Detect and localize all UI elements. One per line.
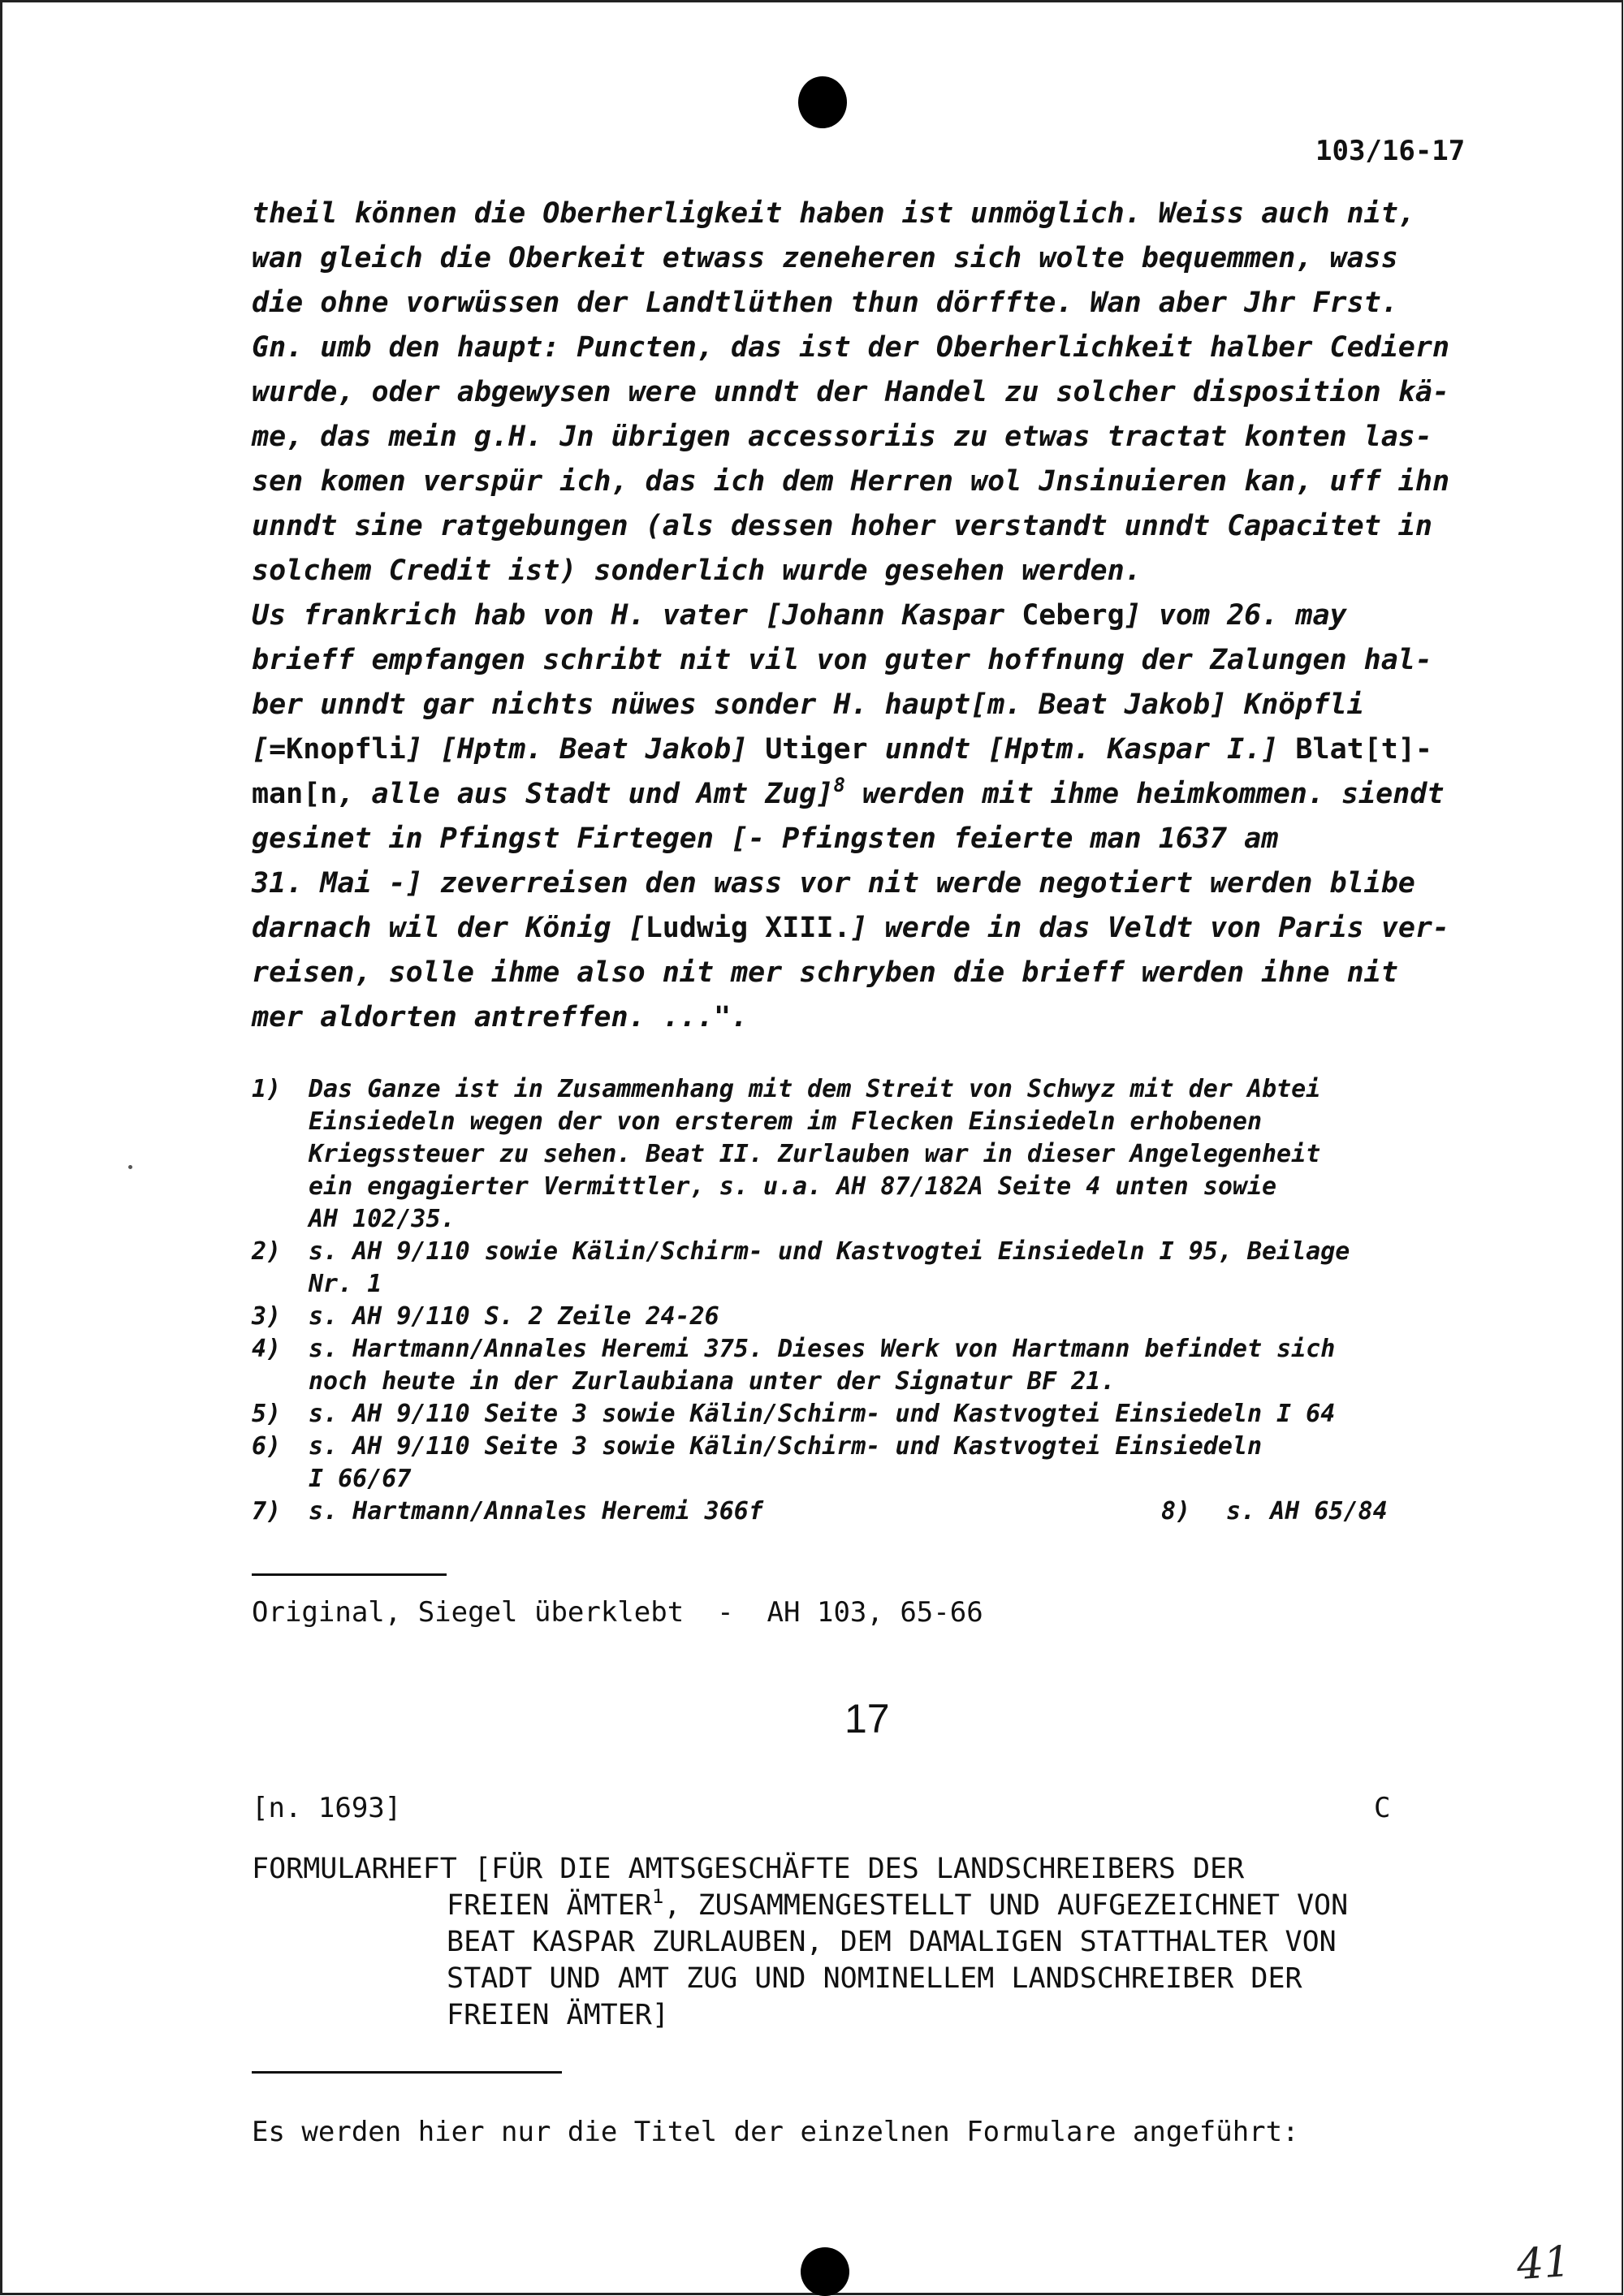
source-note: Original, Siegel überklebt - AH 103, 65-66 xyxy=(252,1596,983,1629)
text-span: ] [Hptm. Beat Jakob] xyxy=(405,733,766,766)
name-blattmann-part2: man[n xyxy=(252,778,338,810)
name-ceberg: Ceberg xyxy=(1021,599,1125,632)
footnote-line: s. AH 9/110 Seite 3 sowie Kälin/Schirm- und Kastvogtei Einsiedeln I 64 xyxy=(309,1400,1336,1428)
footnote-2 xyxy=(252,1236,1518,1301)
text-line: reisen, solle ihme also nit mer schryben die brieff werden ihne nit xyxy=(252,956,1398,989)
punch-hole-top xyxy=(798,76,847,128)
footnote-line: Nr. 1 xyxy=(309,1270,382,1298)
page-reference: 103/16-17 xyxy=(1315,135,1466,167)
text-span: Us frankrich hab von H. vater [Johann Kaspar xyxy=(252,599,1022,632)
separator-rule xyxy=(252,1573,447,1576)
footnote-3 xyxy=(252,1301,1518,1333)
footnote-line: s. Hartmann/Annales Heremi 375. Dieses Werk von Hartmann befindet sich xyxy=(309,1335,1336,1363)
title-line: FREIEN ÄMTER] xyxy=(447,1999,669,2031)
handwritten-page-number: 41 xyxy=(1514,2237,1573,2290)
text-line: sen komen verspür ich, das ich dem Herren wol Jnsinuieren kan, uff ihn xyxy=(252,465,1450,498)
text-line: wan gleich die Oberkeit etwass zeneheren sich wolte bequemmen, wass xyxy=(252,242,1398,274)
title-line: FORMULARHEFT [FÜR DIE AMTSGESCHÄFTE DES LANDSCHREIBERS DER xyxy=(252,1853,1245,1885)
title-span: , ZUSAMMENGESTELLT UND AUFGEZEICHNET VON xyxy=(663,1889,1349,1922)
text-line: solchem Credit ist) sonderlich wurde gesehen werden. xyxy=(252,555,1142,587)
text-span: , alle aus Stadt und Amt Zug] xyxy=(337,778,834,810)
title-line: STADT UND AMT ZUG UND NOMINELLEM LANDSCHREIBER DER xyxy=(447,1962,1302,1995)
text-line xyxy=(252,772,1502,817)
footnotes xyxy=(252,1073,1518,1528)
title-line xyxy=(252,1885,1349,1924)
text-span: darnach wil der König [ xyxy=(252,912,646,944)
footnote-number: 4) xyxy=(252,1335,282,1363)
text-line: me, das mein g.H. Jn übrigen accessoriis zu etwas tractat konten las- xyxy=(252,421,1432,453)
footnote-line: s. AH 9/110 Seite 3 sowie Kälin/Schirm- und Kastvogtei Einsiedeln xyxy=(309,1432,1262,1461)
text-line xyxy=(252,727,1502,772)
footnote-4 xyxy=(252,1333,1518,1398)
text-line: brieff empfangen schribt nit vil von guter hoffnung der Zalungen hal- xyxy=(252,644,1432,676)
name-blattmann-part1: Blat[t]- xyxy=(1295,733,1432,766)
footnote-ref-8: 8 xyxy=(833,774,845,796)
separator-rule xyxy=(252,2071,562,2074)
title-span: FREIEN ÄMTER xyxy=(447,1889,652,1922)
text-line: 31. Mai -] zeverreisen den wass vor nit werde negotiert werden blibe xyxy=(252,867,1415,900)
classification-letter: C xyxy=(1374,1792,1391,1824)
intro-line: Es werden hier nur die Titel der einzelnen Formulare angeführt: xyxy=(252,2116,1299,2148)
name-ludwig: Ludwig XIII. xyxy=(645,912,851,944)
footnote-line: Das Ganze ist in Zusammenhang mit dem Streit von Schwyz mit der Abtei xyxy=(309,1075,1321,1103)
letter-text xyxy=(252,192,1502,1040)
footnote-number: 2) xyxy=(252,1237,282,1266)
text-span: werden mit ihme heimkommen. siendt xyxy=(844,778,1445,810)
text-line: Gn. umb den haupt: Puncten, das ist der Oberherlichkeit halber Cediern xyxy=(252,331,1450,364)
footnote-7-text: s. Hartmann/Annales Heremi 366f xyxy=(309,1497,763,1526)
footnote-5 xyxy=(252,1398,1518,1431)
footnote-line: s. AH 9/110 S. 2 Zeile 24-26 xyxy=(309,1302,719,1331)
text-line: gesinet in Pfingst Firtegen [- Pfingsten feierte man 1637 am xyxy=(252,822,1279,855)
name-knopfli: Knopfli xyxy=(286,733,406,766)
text-span: [= xyxy=(252,733,287,766)
text-span: ] werde in das Veldt von Paris ver- xyxy=(850,912,1450,944)
text-line: die ohne vorwüssen der Landtlüthen thun dörffte. Wan aber Jhr Frst. xyxy=(252,287,1398,319)
document-title xyxy=(252,1851,1348,2034)
footnote-line: ein engagierter Vermittler, s. u.a. AH 87/182A Seite 4 unten sowie xyxy=(309,1172,1277,1201)
title-line: BEAT KASPAR ZURLAUBEN, DEM DAMALIGEN STATTHALTER VON xyxy=(447,1926,1337,1958)
text-span: unndt [Hptm. Kaspar I.] xyxy=(867,733,1296,766)
footnote-line: I 66/67 xyxy=(309,1465,412,1493)
text-line: ber unndt gar nichts nüwes sonder H. haupt[m. Beat Jakob] Knöpfli xyxy=(252,688,1364,721)
footnote-line: AH 102/35. xyxy=(309,1205,456,1233)
text-line xyxy=(252,906,1502,951)
footnote-ref-1: 1 xyxy=(651,1885,664,1908)
date-bracket: [n. 1693] xyxy=(252,1792,402,1824)
footnote-number: 3) xyxy=(252,1302,282,1331)
text-line: theil können die Oberherligkeit haben ist unmöglich. Weiss auch nit, xyxy=(252,197,1415,230)
name-utiger: Utiger xyxy=(765,733,868,766)
text-line: mer aldorten antreffen. ...". xyxy=(252,1001,749,1034)
footnote-1 xyxy=(252,1073,1518,1236)
text-line: wurde, oder abgewysen were unndt der Handel zu solcher disposition kä- xyxy=(252,376,1450,408)
footnote-line: Einsiedeln wegen der von ersterem im Flecken Einsiedeln erhobenen xyxy=(309,1107,1262,1136)
footnote-8-text: s. AH 65/84 xyxy=(1226,1497,1388,1526)
footnote-line: Kriegssteuer zu sehen. Beat II. Zurlauben war in dieser Angelegenheit xyxy=(309,1140,1321,1168)
text-line: unndt sine ratgebungen (als dessen hoher verstandt unndt Capacitet in xyxy=(252,510,1432,542)
footnote-number: 5) xyxy=(252,1400,282,1428)
text-span: ] vom 26. may xyxy=(1124,599,1347,632)
footnote-number: 6) xyxy=(252,1432,282,1461)
text-line xyxy=(252,593,1502,638)
punch-hole-bottom xyxy=(801,2247,849,2296)
footnote-row-7-8 xyxy=(252,1495,1518,1528)
footnote-number: 1) xyxy=(252,1075,282,1103)
document-number: 17 xyxy=(844,1696,890,1741)
footnote-line: s. AH 9/110 sowie Kälin/Schirm- und Kastvogtei Einsiedeln I 95, Beilage xyxy=(309,1237,1350,1266)
footnote-number: 7) xyxy=(252,1497,282,1526)
footnote-line: noch heute in der Zurlaubiana unter der Signatur BF 21. xyxy=(309,1367,1116,1396)
footnote-number: 8) xyxy=(1161,1497,1191,1526)
scan-speck xyxy=(128,1165,132,1169)
footnote-6 xyxy=(252,1431,1518,1495)
